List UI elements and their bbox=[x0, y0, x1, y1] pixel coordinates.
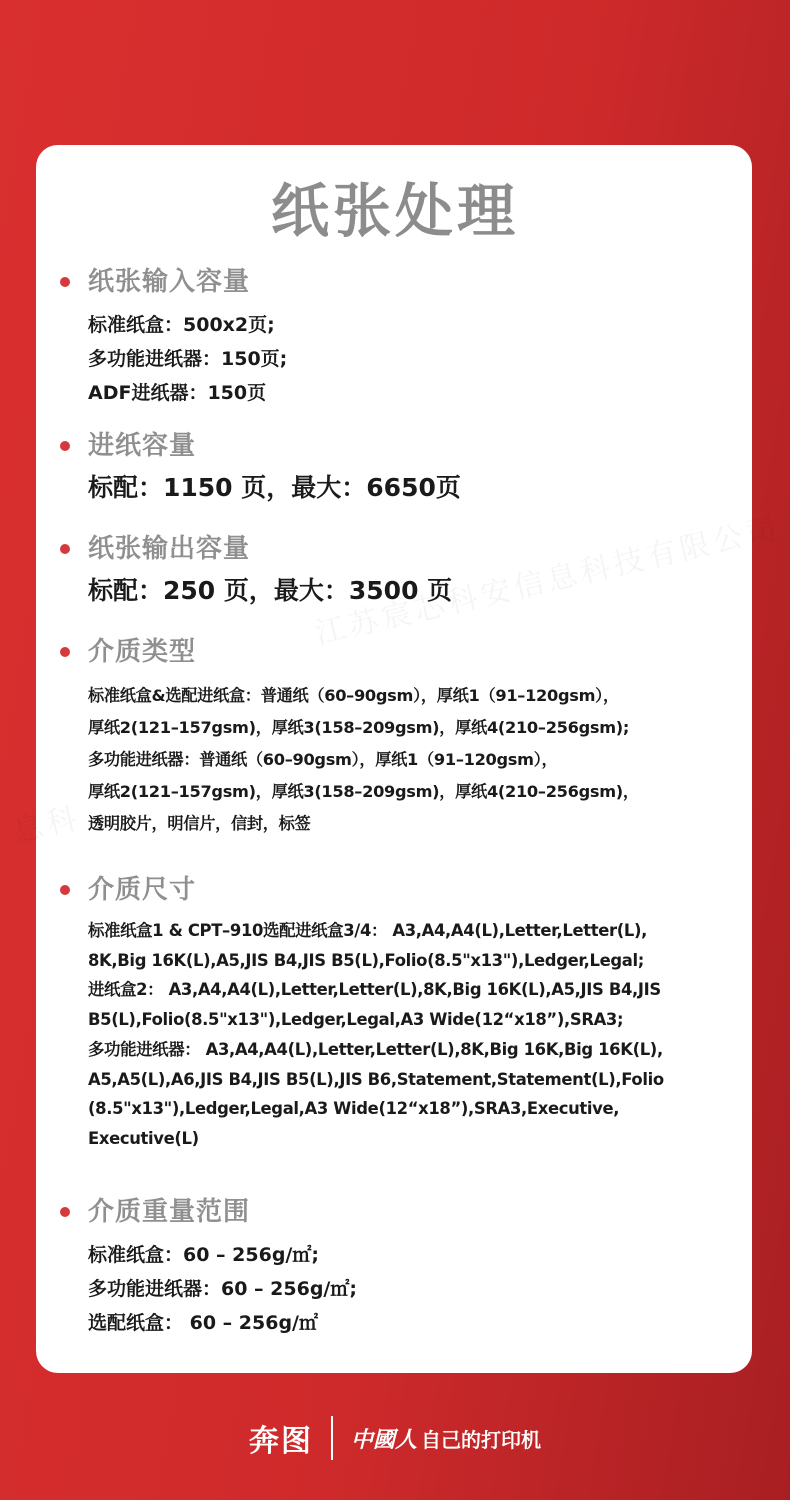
spec-line: 多功能进纸器：60 – 256g/㎡; bbox=[88, 1278, 357, 1300]
spec-line: B5(L),Folio(8.5"x13"),Ledger,Legal,A3 Wide(12“x18”),SRA3; bbox=[88, 1010, 624, 1030]
section-heading: 进纸容量 bbox=[88, 431, 197, 461]
spec-line: ADF进纸器：150页 bbox=[88, 382, 267, 404]
spec-line: 选配纸盒： 60 – 256g/㎡ bbox=[88, 1312, 318, 1334]
footer-brand bbox=[0, 1410, 790, 1466]
bullet-dot bbox=[60, 277, 70, 287]
footer-divider bbox=[331, 1416, 333, 1460]
spec-line: 标准纸盒：60 – 256g/㎡; bbox=[88, 1244, 319, 1266]
bullet-dot bbox=[60, 1207, 70, 1217]
spec-line: 多功能进纸器： A3,A4,A4(L),Letter,Letter(L),8K,Big 16K,Big 16K(L), bbox=[88, 1039, 663, 1059]
spec-line: Executive(L) bbox=[88, 1128, 199, 1148]
page-title: 纸张处理 bbox=[270, 177, 519, 245]
spec-line: 标准纸盒：500x2页; bbox=[88, 314, 275, 336]
spec-line: 多功能进纸器：150页; bbox=[88, 348, 288, 370]
section-heading: 介质尺寸 bbox=[88, 875, 197, 905]
section-heading: 纸张输入容量 bbox=[88, 267, 251, 297]
spec-line: 厚纸2(121–157gsm)，厚纸3(158–209gsm)，厚纸4(210–256gsm); bbox=[88, 718, 630, 737]
section-heading: 介质类型 bbox=[88, 637, 197, 667]
bullet-dot bbox=[60, 647, 70, 657]
spec-line: 厚纸2(121–157gsm)，厚纸3(158–209gsm)，厚纸4(210–256gsm)， bbox=[88, 782, 639, 801]
section-input-capacity bbox=[60, 266, 750, 410]
section-media-size bbox=[60, 874, 750, 1154]
spec-line: 进纸盒2： A3,A4,A4(L),Letter,Letter(L),8K,Big 16K(L),A5,JIS B4,JIS bbox=[88, 980, 661, 1000]
spec-line: A5,A5(L),A6,JIS B4,JIS B5(L),JIS B6,Statement,Statement(L),Folio bbox=[88, 1069, 664, 1089]
spec-line: 8K,Big 16K(L),A5,JIS B4,JIS B5(L),Folio(8.5"x13"),Ledger,Legal; bbox=[88, 950, 644, 970]
section-output-capacity bbox=[60, 533, 750, 609]
slogan-text: 自己的打印机 bbox=[421, 1427, 541, 1452]
spec-line: 透明胶片，明信片，信封，标签 bbox=[88, 814, 311, 833]
spec-line: (8.5"x13"),Ledger,Legal,A3 Wide(12“x18”),SRA3,Executive, bbox=[88, 1099, 620, 1119]
bullet-dot bbox=[60, 885, 70, 895]
spec-line: 标配：1150 页，最大：6650页 bbox=[88, 473, 461, 502]
bullet-dot bbox=[60, 544, 70, 554]
spec-line: 多功能进纸器：普通纸（60–90gsm），厚纸1（91–120gsm）， bbox=[88, 750, 558, 769]
section-feed-capacity bbox=[60, 430, 750, 506]
bullet-dot bbox=[60, 441, 70, 451]
section-media-weight bbox=[60, 1196, 750, 1340]
spec-line: 标准纸盒1 & CPT–910选配进纸盒3/4： A3,A4,A4(L),Letter,Letter(L), bbox=[88, 921, 647, 940]
section-heading: 介质重量范围 bbox=[88, 1197, 251, 1227]
pantum-logo: 奔图 bbox=[248, 1424, 313, 1459]
slogan bbox=[351, 1423, 541, 1454]
spec-line: 标准纸盒&选配进纸盒：普通纸（60–90gsm），厚纸1（91–120gsm）， bbox=[88, 686, 619, 705]
slogan-calligraphy: 中國人 bbox=[350, 1426, 417, 1453]
spec-line: 标配：250 页，最大：3500 页 bbox=[88, 576, 453, 605]
section-heading: 纸张输出容量 bbox=[88, 534, 251, 564]
section-media-type bbox=[60, 636, 750, 840]
